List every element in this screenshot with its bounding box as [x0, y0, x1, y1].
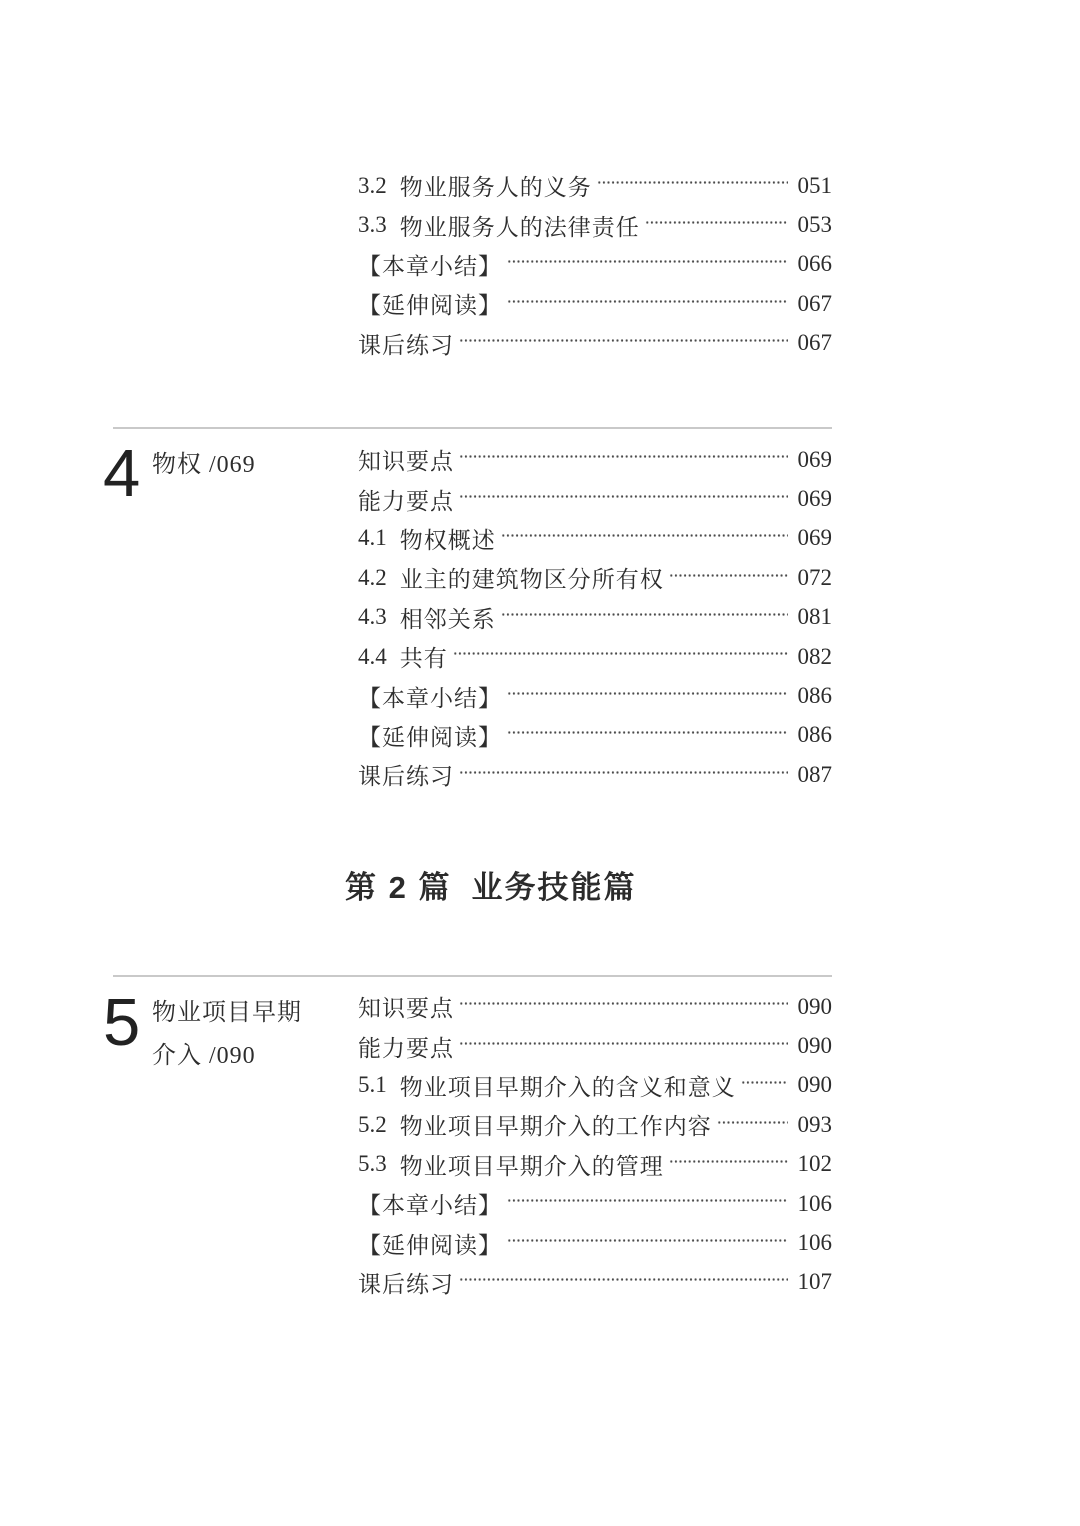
- toc-entry: [358, 598, 832, 637]
- dotted-leader: [507, 716, 788, 755]
- entry-page: 087: [797, 761, 832, 787]
- entry-number: 4.4: [358, 643, 387, 669]
- chapter5-title: [152, 992, 302, 1078]
- entry-page: 051: [797, 172, 832, 198]
- dotted-leader: [459, 987, 788, 1026]
- entry-page: 053: [797, 212, 832, 238]
- dotted-leader: [741, 1066, 788, 1105]
- dotted-leader: [459, 1263, 788, 1302]
- chapter4-title: 物权 /069: [152, 452, 256, 478]
- entry-title: 【本章小结】: [358, 253, 502, 279]
- toc-entry: [358, 519, 832, 558]
- entry-page: 107: [797, 1269, 832, 1295]
- part2-title: 业务技能篇: [471, 870, 637, 905]
- entry-page: 081: [797, 604, 832, 630]
- chapter5-entries: [358, 987, 832, 1302]
- entry-page: 102: [797, 1151, 832, 1177]
- toc-entry: [358, 440, 832, 479]
- toc-entry: [358, 324, 832, 363]
- entry-title: 【延伸阅读】: [358, 293, 502, 319]
- toc-entry: [358, 558, 832, 597]
- dotted-leader: [459, 324, 788, 363]
- entry-number: 5.3: [358, 1151, 387, 1177]
- entry-page: 090: [797, 1072, 832, 1098]
- toc-entry: [358, 755, 832, 794]
- entry-page: 093: [797, 1111, 832, 1137]
- entry-page: 072: [797, 564, 832, 590]
- dotted-leader: [669, 1145, 788, 1184]
- entry-page: 086: [797, 722, 832, 748]
- entry-page: 069: [797, 525, 832, 551]
- entry-title: 物权概述: [399, 527, 496, 553]
- entry-title: 【本章小结】: [358, 685, 502, 711]
- dotted-leader: [507, 1184, 788, 1223]
- dotted-leader: [507, 284, 788, 323]
- chapter3-entries: [358, 166, 832, 363]
- part2-label: 第 2 篇: [345, 870, 452, 905]
- toc-entry: [358, 637, 832, 676]
- toc-entry: [358, 479, 832, 518]
- entry-page: 106: [797, 1190, 832, 1216]
- entry-page: 069: [797, 446, 832, 472]
- toc-entry: [358, 1223, 832, 1262]
- entry-title: 共有: [399, 646, 448, 672]
- entry-number: 4.1: [358, 525, 387, 551]
- toc-entry: [358, 205, 832, 244]
- toc-entry: [358, 1066, 832, 1105]
- entry-number: 5.1: [358, 1072, 387, 1098]
- entry-title: 相邻关系: [399, 606, 496, 632]
- dotted-leader: [459, 1026, 788, 1065]
- entry-title: 课后练习: [358, 764, 454, 790]
- dotted-leader: [453, 637, 788, 676]
- chapter4-entries: [358, 440, 832, 795]
- entry-page: 067: [797, 330, 832, 356]
- dotted-leader: [669, 558, 788, 597]
- chapter4-divider: [113, 427, 832, 429]
- entry-title: 物业项目早期介入的工作内容: [399, 1114, 712, 1140]
- entry-title: 课后练习: [358, 332, 454, 358]
- chapter5-title-line1: 物业项目早期: [152, 1000, 302, 1026]
- entry-page: 106: [797, 1230, 832, 1256]
- dotted-leader: [459, 479, 788, 518]
- entry-title: 业主的建筑物区分所有权: [399, 567, 664, 593]
- chapter5-divider: [113, 975, 832, 977]
- entry-page: 082: [797, 643, 832, 669]
- toc-entry: [358, 1026, 832, 1065]
- entry-page: 090: [797, 993, 832, 1019]
- chapter5-number: 5: [103, 985, 141, 1060]
- entry-title: 物业服务人的义务: [399, 175, 592, 201]
- toc-entry: [358, 1184, 832, 1223]
- entry-page: 069: [797, 486, 832, 512]
- chapter5-title-line2: 介入 /090: [152, 1043, 256, 1069]
- toc-entry: [358, 716, 832, 755]
- entry-title: 能力要点: [358, 1035, 454, 1061]
- dotted-leader: [507, 676, 788, 715]
- dotted-leader: [507, 245, 788, 284]
- entry-title: 能力要点: [358, 488, 454, 514]
- dotted-leader: [459, 755, 788, 794]
- toc-entry: [358, 284, 832, 323]
- dotted-leader: [459, 440, 788, 479]
- toc-entry: [358, 1145, 832, 1184]
- entry-number: 5.2: [358, 1111, 387, 1137]
- entry-number: 4.2: [358, 564, 387, 590]
- dotted-leader: [597, 166, 788, 205]
- entry-title: 【本章小结】: [358, 1193, 502, 1219]
- dotted-leader: [645, 205, 788, 244]
- entry-page: 090: [797, 1033, 832, 1059]
- toc-entry: [358, 1105, 832, 1144]
- entry-title: 物业服务人的法律责任: [399, 214, 640, 240]
- entry-number: 4.3: [358, 604, 387, 630]
- entry-title: 【延伸阅读】: [358, 724, 502, 750]
- toc-entry: [358, 676, 832, 715]
- entry-title: 【延伸阅读】: [358, 1232, 502, 1258]
- dotted-leader: [501, 598, 788, 637]
- toc-entry: [358, 987, 832, 1026]
- entry-title: 物业项目早期介入的含义和意义: [399, 1074, 736, 1100]
- entry-number: 3.3: [358, 212, 387, 238]
- entry-title: 知识要点: [358, 449, 454, 475]
- part2-heading: [345, 869, 636, 907]
- entry-page: 066: [797, 251, 832, 277]
- entry-number: 3.2: [358, 172, 387, 198]
- toc-entry: [358, 1263, 832, 1302]
- entry-title: 物业项目早期介入的管理: [399, 1153, 664, 1179]
- toc-entry: [358, 166, 832, 205]
- entry-page: 086: [797, 683, 832, 709]
- dotted-leader: [507, 1223, 788, 1262]
- chapter4-number: 4: [103, 436, 141, 511]
- dotted-leader: [501, 519, 788, 558]
- dotted-leader: [717, 1105, 788, 1144]
- entry-title: 课后练习: [358, 1271, 454, 1297]
- entry-page: 067: [797, 290, 832, 316]
- entry-title: 知识要点: [358, 996, 454, 1022]
- toc-entry: [358, 245, 832, 284]
